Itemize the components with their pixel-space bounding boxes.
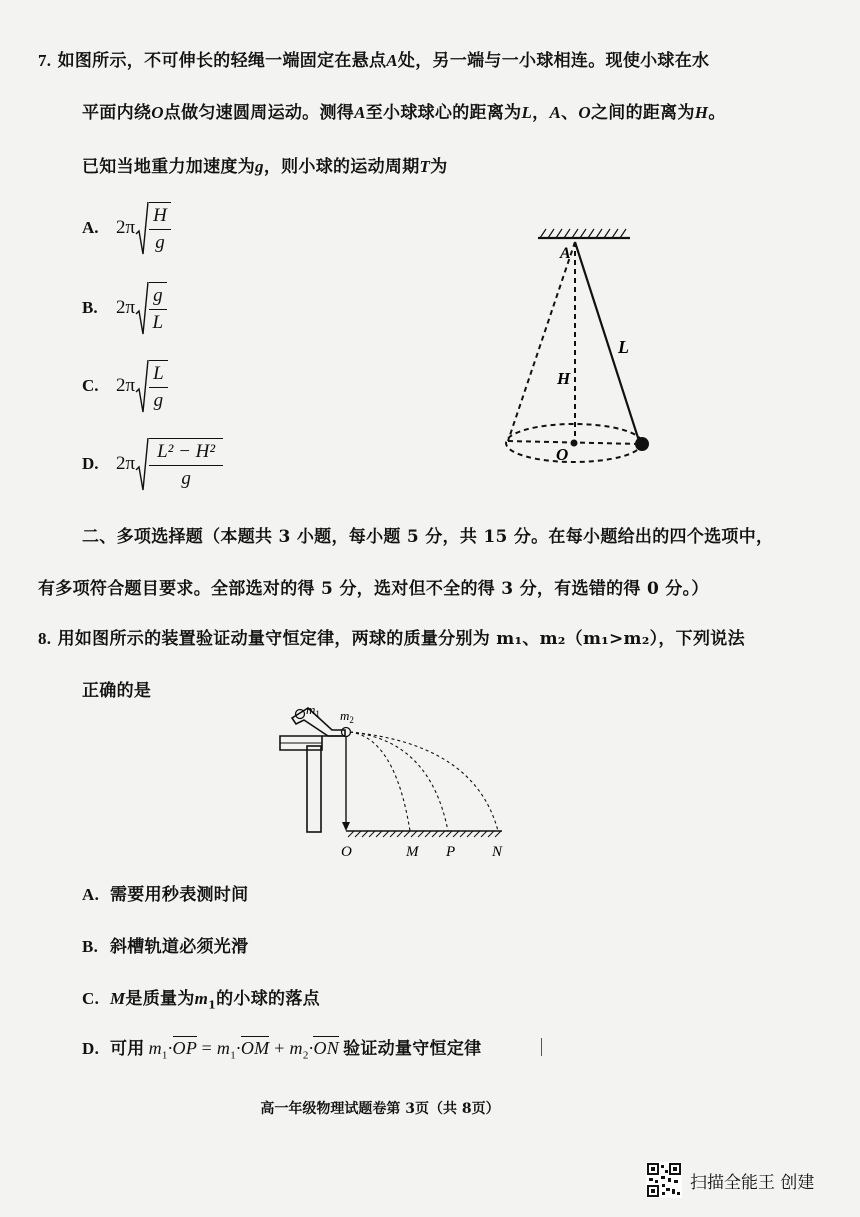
point-o-label: O [151,103,164,122]
denominator: g [153,389,164,411]
denominator: L [152,311,164,333]
text-cursor-mark [541,1038,542,1056]
option-letter: C. [82,989,100,1008]
scanner-watermark [646,1162,814,1198]
formula-part: 2 [302,1049,309,1062]
option-letter: B. [82,937,99,956]
point-a-label: A [549,103,562,122]
q8-text: 用如图所示的装置验证动量守恒定律，两球的质量分别为 m₁、m₂（m₁>m₂），下列说法 [57,629,745,649]
mass-symbol: m [194,989,209,1008]
label-m1: $m_1$ [306,702,320,719]
fraction [149,360,168,413]
option-text: 的小球的落点 [216,989,320,1009]
option-text: 验证动量守恒定律 [343,1039,482,1059]
length-l-label: L [521,103,533,122]
option-letter: D. [82,454,99,473]
section2-instructions-line1: 二、多项选择题（本题共 3 小题，每小题 5 分，共 15 分。在每小题给出的四个选项中， [82,527,774,547]
label-h: H [557,369,571,388]
numerator: L [149,362,168,388]
ground-hatching [348,831,501,837]
q7-text: ， [532,103,550,123]
watermark-text: 扫描全能王 创建 [690,1172,815,1193]
fraction [149,282,167,335]
q7-text: 之间的距离为 [590,103,695,123]
option-coefficient: 2π [116,375,136,396]
radical-icon [135,200,149,256]
numerator: g [149,284,167,310]
point-m-label: M [110,989,126,1008]
formula-part: OP [172,1038,197,1058]
ball-m2 [342,728,351,737]
q7-text: 、 [561,103,579,123]
q7-text: 平面内绕 [82,103,152,123]
option-coefficient: 2π [116,217,136,238]
label-l: L [618,337,629,357]
option-coefficient: 2π [116,297,136,318]
label-o: O [341,844,352,860]
point-a-label: A [386,51,398,70]
left-dashed-line [508,242,575,441]
formula-part: = [201,1038,213,1058]
option-coefficient: 2π [116,453,136,474]
formula-part: m [148,1038,162,1058]
ball-m1 [296,710,305,719]
q7-number: 7. [38,51,52,70]
q7-text: 处，另一端与一小球相连。现使小球在水 [397,51,710,71]
point-a-label: A [354,103,366,122]
formula-part: 1 [161,1049,168,1062]
q7-text: 至小球球心的距离为 [365,103,522,123]
option-text: 需要用秒表测时间 [110,885,249,905]
label-n: N [492,844,503,860]
q8-option-b [82,932,248,957]
q7-line-3 [82,152,448,177]
option-text: 是质量为 [125,989,195,1009]
numerator: H [149,204,171,230]
q8-line-2: 正确的是 [82,681,152,701]
radical-icon [135,436,149,492]
label-a: A [560,245,571,262]
momentum-formula: $m_1\cdot OP = m_1\cdot OM + m_2\cdot ON$ [148,1038,340,1062]
denominator: g [155,231,165,253]
option-letter: B. [82,298,98,317]
q7-text: 为 [430,157,448,177]
q8-option-c [82,984,320,1011]
option-text: 可用 [110,1039,145,1059]
label-m2: $m_2$ [340,708,354,725]
formula-part: OM [240,1038,270,1058]
q7-option-b [82,280,167,336]
q7-option-c [82,358,168,414]
formula-part: m [289,1038,303,1058]
label-o: O [556,445,569,464]
q7-text: 点做匀速圆周运动。测得 [163,103,355,123]
page-footer: 高一年级物理试题卷第 3页（共 8页） [260,1101,500,1117]
ceiling-hatching [540,229,626,238]
q8-line-1 [38,624,745,649]
momentum-apparatus-figure [270,698,520,863]
ball [635,437,649,451]
trajectory-n [350,732,498,831]
stand-post [307,746,321,832]
option-letter: A. [82,885,100,904]
sqrt-sign [135,280,167,336]
gravity-g-label: g [255,157,264,176]
q7-line-1 [38,46,709,71]
period-t-label: T [419,157,431,176]
option-letter: A. [82,218,99,237]
section2-instructions-line2: 有多项符合题目要求。全部选对的得 5 分，选对但不全的得 3 分，有选错的得 0 分。） [38,579,709,599]
arrow-down-icon [342,822,350,831]
q7-option-a [82,200,171,256]
option-letter: C. [82,376,99,395]
radical-icon [135,280,149,336]
q8-number: 8. [38,629,52,648]
qr-code-icon [646,1162,682,1198]
label-m: M [406,844,419,860]
q7-text: 已知当地重力加速度为 [82,157,255,177]
option-letter: D. [82,1039,100,1058]
point-o-label: O [578,103,591,122]
trajectory-p [350,732,448,831]
sqrt-sign [135,200,171,256]
label-p: P [446,844,456,860]
q7-option-d [82,436,223,492]
formula-part: ON [313,1038,340,1058]
formula-part: 1 [230,1049,237,1062]
q7-line-2 [82,98,726,123]
radical-icon [135,358,149,414]
formula-part: m [216,1038,231,1058]
q7-text: 如图所示，不可伸长的轻绳一端固定在悬点 [57,51,387,71]
fraction [149,202,171,255]
q8-option-d [82,1034,481,1062]
q8-option-a [82,880,248,905]
fraction [149,438,223,491]
height-h-label: H [694,103,709,122]
trajectory-m [350,732,410,831]
mass-subscript: 1 [208,998,217,1012]
option-text: 斜槽轨道必须光滑 [110,937,249,957]
conical-pendulum-figure [490,225,670,470]
formula-part: + [274,1038,285,1058]
sqrt-sign [135,436,223,492]
q7-text: ，则小球的运动周期 [263,157,420,177]
center-point [571,440,578,447]
rope-line [575,242,640,444]
numerator: L² − H² [149,440,223,466]
q7-text: 。 [708,103,726,123]
denominator: g [181,467,191,489]
sqrt-sign [135,358,168,414]
